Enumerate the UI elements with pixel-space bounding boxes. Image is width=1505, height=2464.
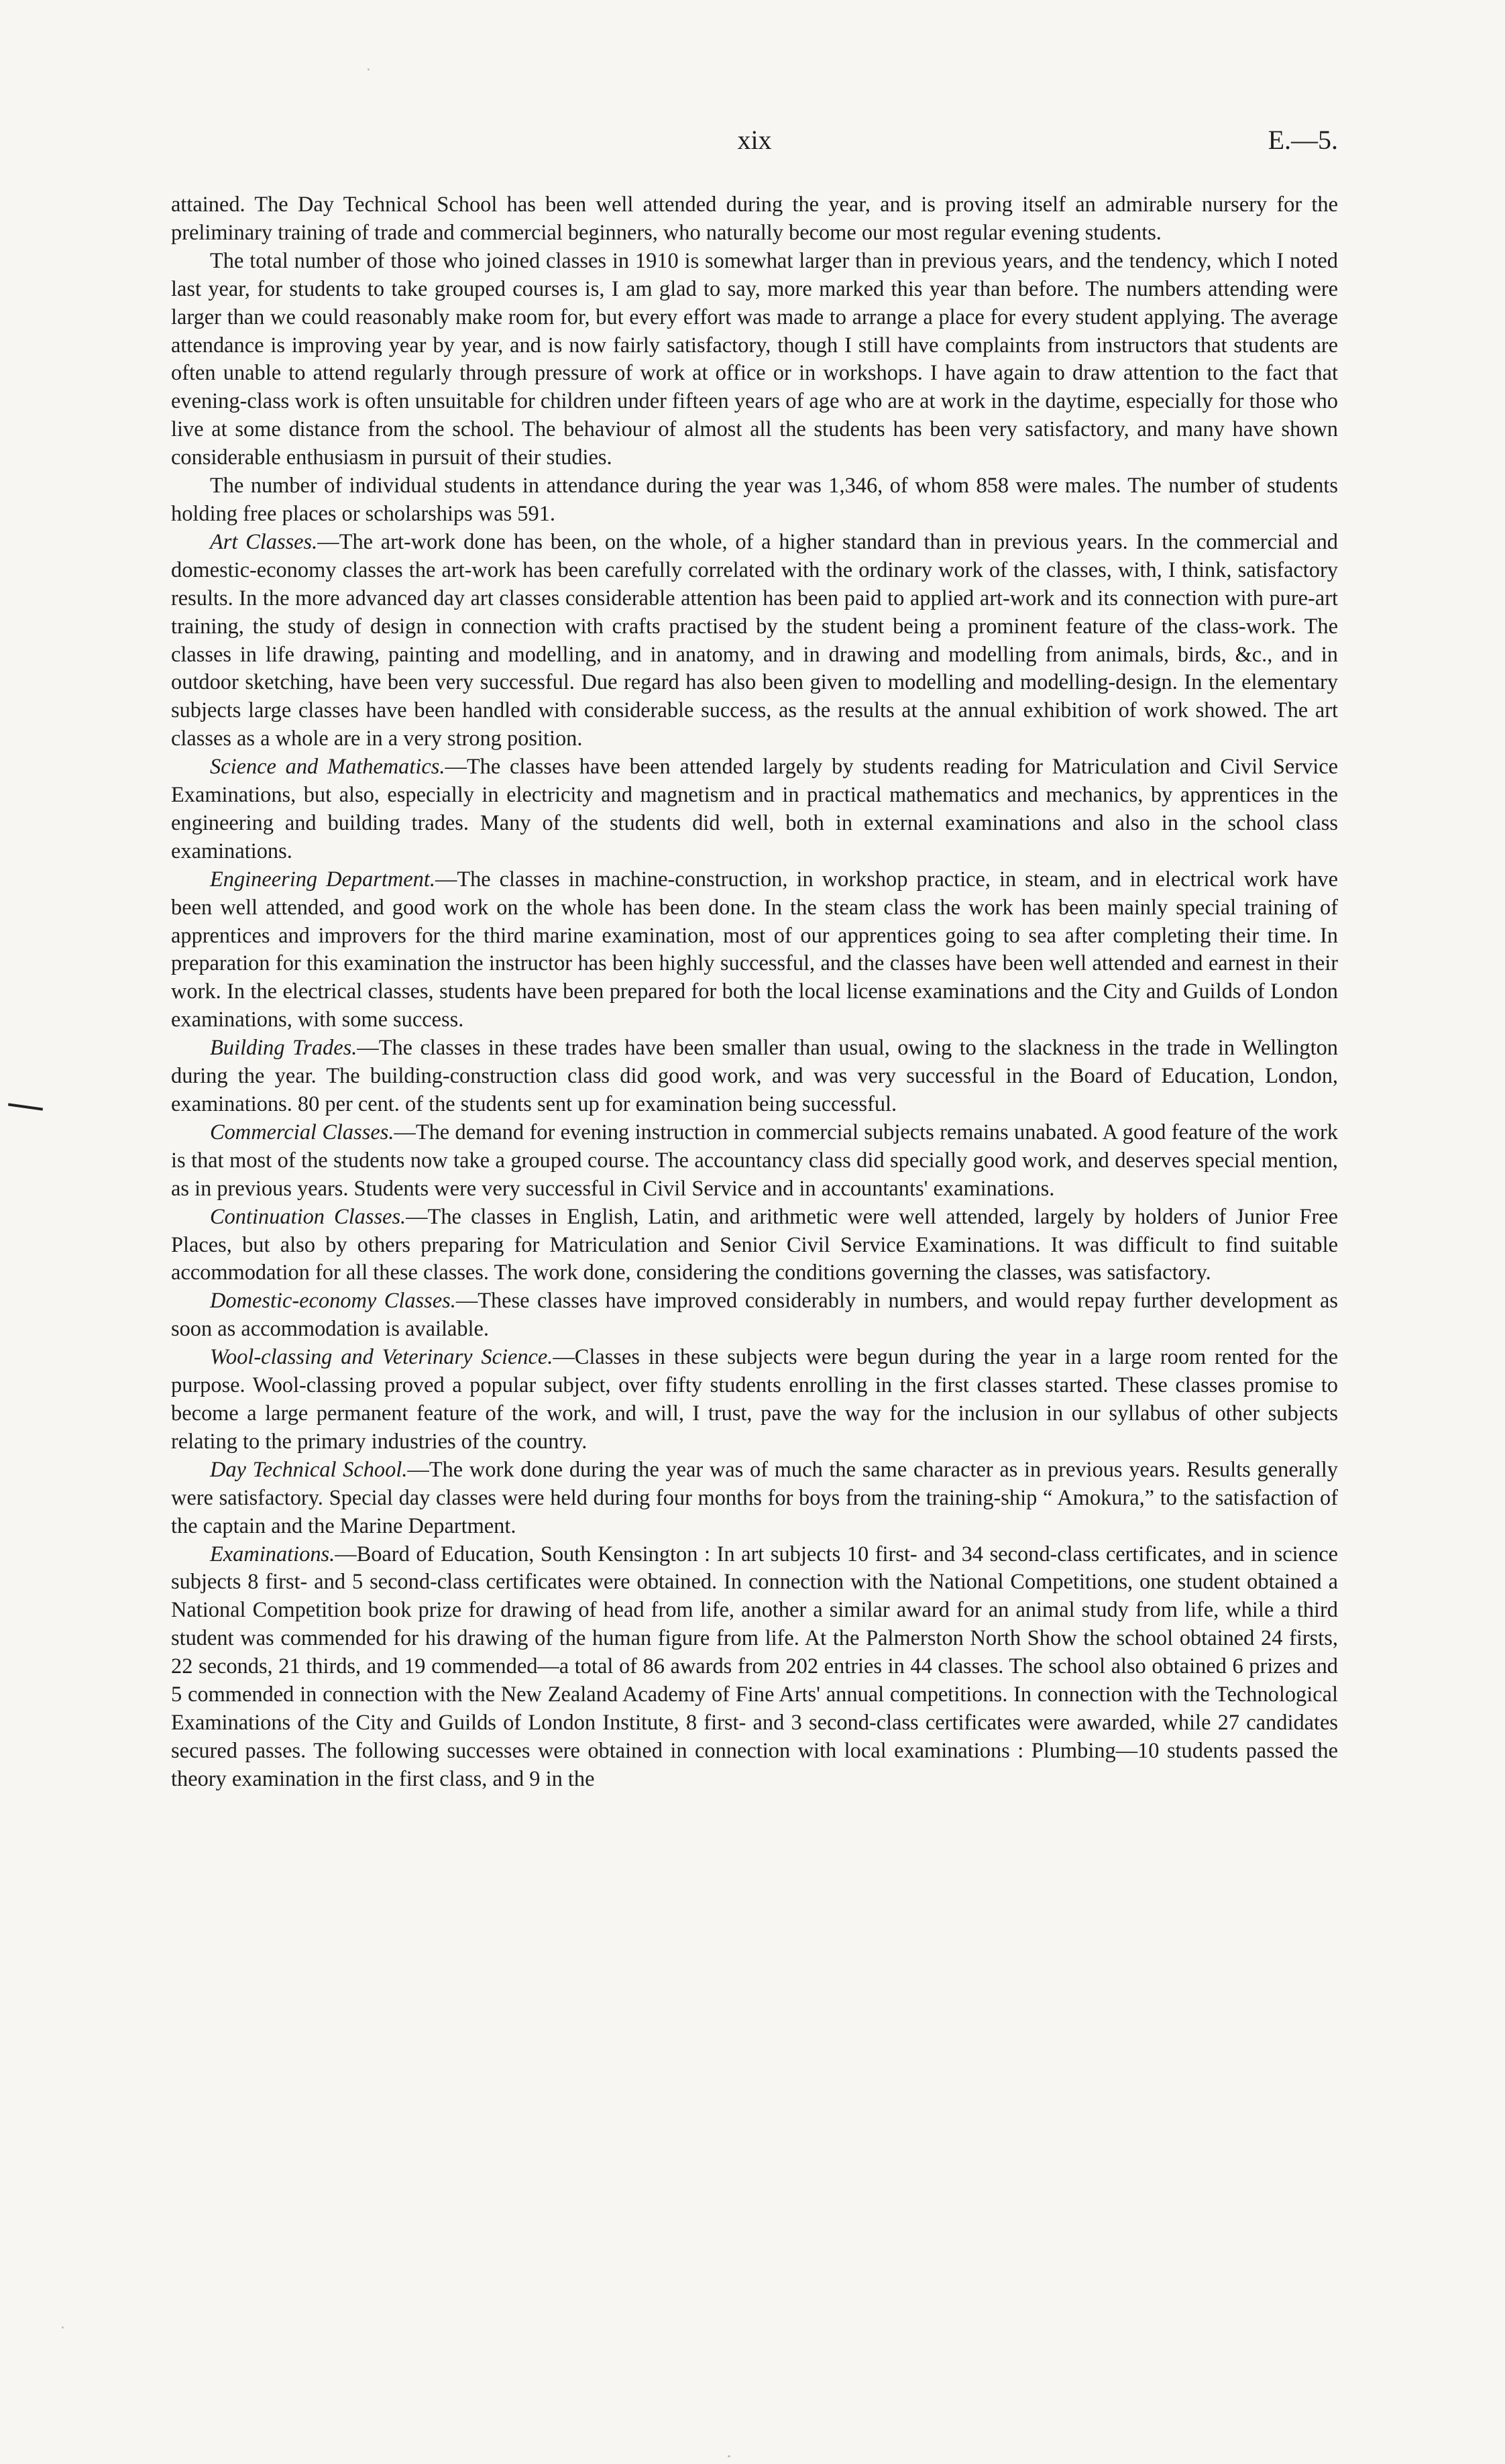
paragraph-day-technical-school: Day Technical School.—The work done during the year was of much the same character as in previous years. Results generally were satisfactory. Special day classes were held during four months for boys from the training-ship “ Amokura,” to the satisfaction of the captain and the Marine Department. bbox=[171, 1457, 1338, 1538]
page-header bbox=[171, 124, 1338, 164]
paragraph-art-classes: Art Classes.—The art-work done has been, on the whole, of a higher standard than in previous years. In the commercial and domestic-economy classes the art-work has been carefully correlated with the ordinary work of the classes, with, I think, satisfactory results. In the more advanced day art classes considerable attention has been paid to applied art-work and its connection with pure-art training, the study of design in connection with crafts practised by the student being a prominent feature of the class-work. The classes in life drawing, painting and modelling, and in anatomy, and in drawing and modelling from animals, birds, &c., and in outdoor sketching, have been very successful. Due regard has also been given to modelling and modelling-design. In the elementary subjects large classes have been handled with considerable success, as the results at the annual exhibition of work showed. The art classes as a whole are in a very strong position. bbox=[171, 529, 1338, 751]
paragraph-science-mathematics: Science and Mathematics.—The classes have been attended largely by students reading for Matriculation and Civil Service Examinations, but also, especially in electricity and magnetism and in practical mathematics and mechanics, by apprentices in the engineering and building trades. Many of the students did well, both in external examinations and also in the school class examinations. bbox=[171, 755, 1339, 863]
paragraph-commercial: Commercial Classes.—The demand for evening instruction in commercial subjects remains unabated. A good feature of the work is that most of the students now take a grouped course. The accountancy class did specially good work, and deserves special mention, as in previous years. Students were very successful in Civil Service and in accountants' examinations. bbox=[171, 1120, 1339, 1201]
paragraph-student-numbers: The number of individual students in attendance during the year was 1,346, of whom 858 were males. The number of students holding free places or scholarships was 591. bbox=[171, 474, 1338, 526]
section-heading: Examinations. bbox=[210, 1542, 335, 1566]
section-heading: Art Classes. bbox=[210, 529, 318, 554]
paragraph-wool-classing: Wool-classing and Veterinary Science.—Classes in these subjects were begun during the year in a large room rented for the purpose. Wool-classing proved a popular subject, over fifty students enrolling in the first classes started. These classes promise to become a large permanent feature of the work, and will, I trust, pave the way for the inclusion in our syllabus of other subjects relating to the primary industries of the country. bbox=[171, 1345, 1338, 1454]
margin-pen-mark bbox=[8, 1103, 43, 1110]
paragraph-continuation-classes: Continuation Classes.—The classes in English, Latin, and arithmetic were well attended, largely by holders of Junior Free Places, but also by others preparing for Matriculation and Senior Civil Service Examinations. It was difficult to find suitable accommodation for all these classes. The work done, considering the conditions governing the classes, was satisfactory. bbox=[171, 1204, 1338, 1285]
section-heading: Wool-classing and Veterinary Science. bbox=[210, 1345, 553, 1370]
scan-speck bbox=[62, 2326, 64, 2328]
section-heading: Commercial Classes. bbox=[210, 1120, 394, 1144]
document-reference: E.—5. bbox=[1268, 125, 1338, 155]
paragraph-enrolment: The total number of those who joined classes in 1910 is somewhat larger than in previous years, and the tendency, which I noted last year, for students to take grouped courses is, I am glad to say, more marked this year than before. The numbers attending were larger than we could reasonably make room for, but every effort was made to arrange a place for every student applying. The average attendance is improving year by year, and is now fairly satisfactory, though I still have complaints from instructors that students are often unable to attend regularly through pressure of work at office or in workshops. I have again to draw attention to the fact that evening-class work is often unsuitable for children under fifteen years of age who are at work in the daytime, especially for those who live at some distance from the school. The behaviour of almost all the students has been very satisfactory, and many have shown considerable enthusiasm in pursuit of their studies. bbox=[171, 248, 1338, 470]
section-heading: Building Trades. bbox=[210, 1036, 357, 1061]
section-heading: Day Technical School. bbox=[210, 1457, 408, 1482]
section-heading: Domestic-economy Classes. bbox=[210, 1289, 456, 1314]
paragraph-engineering: Engineering Department.—The classes in machine-construction, in workshop practice, in steam, and in electrical work have been well attended, and good work on the whole has been done. In the steam class the work has been mainly special training of apprentices and improvers for the third marine examination, most of our apprentices going to sea after completing their time. In preparation for this examination the instructor has been highly successful, and the classes have been well attended and earnest in their work. In the electrical classes, students have been prepared for both the local license examinations and the City and Guilds of London examinations, with some success. bbox=[171, 867, 1339, 1032]
section-heading: Science and Mathematics. bbox=[210, 755, 445, 780]
section-heading: Engineering Department. bbox=[210, 867, 435, 892]
paragraph-continuation: attained. The Day Technical School has been well attended during the year, and is proving itself an admirable nursery for the preliminary training of trade and commercial beginners, who naturally become our most regular evening students. bbox=[171, 193, 1338, 245]
body-text bbox=[171, 191, 1338, 1794]
paragraph-domestic-economy: Domestic-economy Classes.—These classes have improved considerably in numbers, and would repay further development as soon as accommodation is available. bbox=[171, 1289, 1338, 1342]
paragraph-building-trades: Building Trades.—The classes in these trades have been smaller than usual, owing to the slackness in the trade in Wellington during the year. The building-construction class did good work, and was very successful in the Board of Education, London, examinations. 80 per cent. of the students sent up for examination being successful. bbox=[171, 1036, 1338, 1116]
scan-speck bbox=[368, 68, 370, 70]
paragraph-examinations: Examinations.—Board of Education, South Kensington : In art subjects 10 first- and 34 second-class certificates, and in science subjects 8 first- and 5 second-class certificates were obtained. In connection with the National Competitions, one student obtained a National Competition book prize for drawing of head from life, another a similar award for an animal study from life, while a third student was commended for his drawing of the human figure from life. At the Palmerston North Show the school obtained 24 firsts, 22 seconds, 21 thirds, and 19 commended—a total of 86 awards from 202 entries in 44 classes. The school also obtained 6 prizes and 5 commended in connection with the New Zealand Academy of Fine Arts' annual competitions. In connection with the Technological Examinations of the City and Guilds of London Institute, 8 first- and 3 second-class certificates were awarded, while 27 candidates secured passes. The following successes were obtained in connection with local examinations : Plumbing—10 students passed the theory examination in the first class, and 9 in the bbox=[171, 1542, 1338, 1791]
section-heading: Continuation Classes. bbox=[210, 1204, 406, 1229]
page-number: xix bbox=[737, 125, 772, 155]
scan-speck bbox=[728, 2455, 730, 2457]
